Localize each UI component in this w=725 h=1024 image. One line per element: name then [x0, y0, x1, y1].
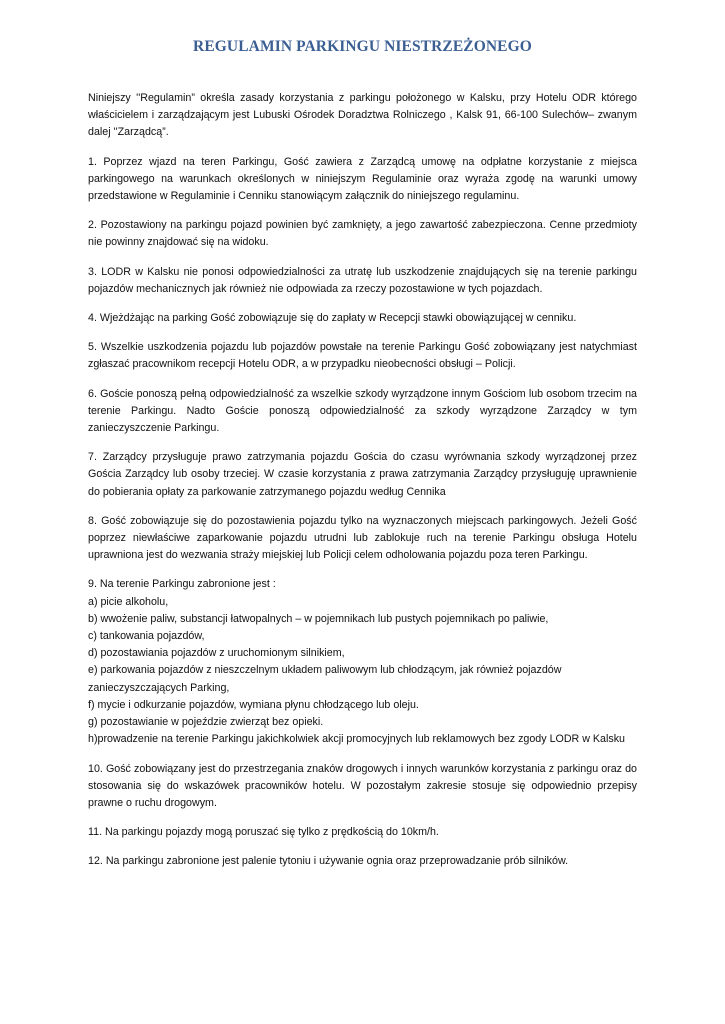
- rule-5: 5. Wszelkie uszkodzenia pojazdu lub pojazdów powstałe na terenie Parkingu Gość zobowiązany jest natychmiast zgłaszać pracownikom recepcji Hotelu ODR, a w przypadku nieobecności obsługi – Policji.: [88, 341, 637, 371]
- rule-1: 1. Poprzez wjazd na teren Parkingu, Gość zawiera z Zarządcą umowę na odpłatne korzystanie z miejsca parkingowego na warunkach określonych w niniejszym Regulaminie oraz wyraża zgodę na warunki umowy przedstawione w Regulaminie i Cenniku stanowiącym załącznik do niniejszego regulaminu.: [88, 155, 637, 203]
- rule-8: 8. Gość zobowiązuje się do pozostawienia pojazdu tylko na wyznaczonych miejscach parkingowych. Jeżeli Gość poprzez niewłaściwe zaparkowanie pojazdu utrudni lub zablokuje ruch na terenie Parkingu obsługa Hotelu uprawniona jest do wezwania straży miejskiej lub Policji celem odholowania pojazdu poza teren Parkingu.: [88, 514, 637, 562]
- rule-12: 12. Na parkingu zabronione jest palenie tytoniu i używanie ognia oraz przeprowadzanie prób silników.: [88, 855, 569, 868]
- list-item: h)prowadzenie na terenie Parkingu jakichkolwiek akcji promocyjnych lub reklamowych bez zgody LODR w Kalsku: [88, 733, 625, 746]
- rule-10: 10. Gość zobowiązany jest do przestrzegania znaków drogowych i innych warunków korzystania z parkingu oraz do stosowania się do wskazówek pracowników hotelu. W pozostałym zakresie stosuje się odpowiednio przepisy prawne o ruchu drogowym.: [88, 762, 637, 809]
- rule-4: 4. Wjeżdżając na parking Gość zobowiązuje się do zapłaty w Recepcji stawki obowiązującej w cenniku.: [88, 312, 577, 325]
- rule-2: 2. Pozostawiony na parkingu pojazd powinien być zamknięty, a jego zawartość zabezpieczona. Cenne przedmioty nie powinny znajdować się na widoku.: [88, 219, 637, 249]
- rule-6: 6. Goście ponoszą pełną odpowiedzialność za wszelkie szkody wyrządzone innym Gościom lub osobom trzecim na terenie Parkingu. Nadto Goście ponoszą odpowiedzialność za szkody wyrządzone Zarządcy w tym zanieczyszczenie Parkingu.: [88, 387, 637, 435]
- rule-3: 3. LODR w Kalsku nie ponosi odpowiedzialności za utratę lub uszkodzenie znajdujących się na terenie parkingu pojazdów mechanicznych jak również nie odpowiada za rzeczy pozostawione w tych pojazdach.: [88, 265, 637, 295]
- rule-7: 7. Zarządcy przysługuje prawo zatrzymania pojazdu Gościa do czasu wyrównania szkody wyrządzonej przez Gościa Zarządcy lub osoby trzeciej. W czasie korzystania z prawa zatrzymania Zarządcy przysługuję uprawnienie do pobierania opłaty za parkowanie zatrzymanego pojazdu według Cennika: [88, 451, 637, 498]
- rule-9-list: [88, 594, 637, 749]
- list-item: e) parkowania pojazdów z nieszczelnym układem paliwowym lub chłodzącym, jak również pojazdów zanieczyszczających Parking,: [88, 664, 562, 694]
- intro-paragraph: Niniejszy ''Regulamin” określa zasady korzystania z parkingu położonego w Kalsku, przy Hotelu ODR którego właścicielem i zarządzającym jest Lubuski Ośrodek Doradztwa Rolniczego , Kalsk 91, 66-100 Sulechów– zwanym dalej ''Zarządcą”.: [88, 92, 637, 139]
- list-item: f) mycie i odkurzanie pojazdów, wymiana płynu chłodzącego lub oleju.: [88, 698, 419, 711]
- rule-11: 11. Na parkingu pojazdy mogą poruszać się tylko z prędkością do 10km/h.: [88, 826, 439, 839]
- list-item: g) pozostawianie w pojeździe zwierząt bez opieki.: [88, 716, 324, 729]
- list-item: b) wwożenie paliw, substancji łatwopalnych – w pojemnikach lub pustych pojemnikach po paliwie,: [88, 612, 549, 625]
- list-item: d) pozostawiania pojazdów z uruchomionym silnikiem,: [88, 647, 345, 660]
- list-item: a) picie alkoholu,: [88, 595, 169, 608]
- rule-9-intro: 9. Na terenie Parkingu zabronione jest :: [88, 578, 276, 591]
- document-title: REGULAMIN PARKINGU NIESTRZEŻONEGO: [193, 38, 532, 55]
- list-item: c) tankowania pojazdów,: [88, 630, 205, 643]
